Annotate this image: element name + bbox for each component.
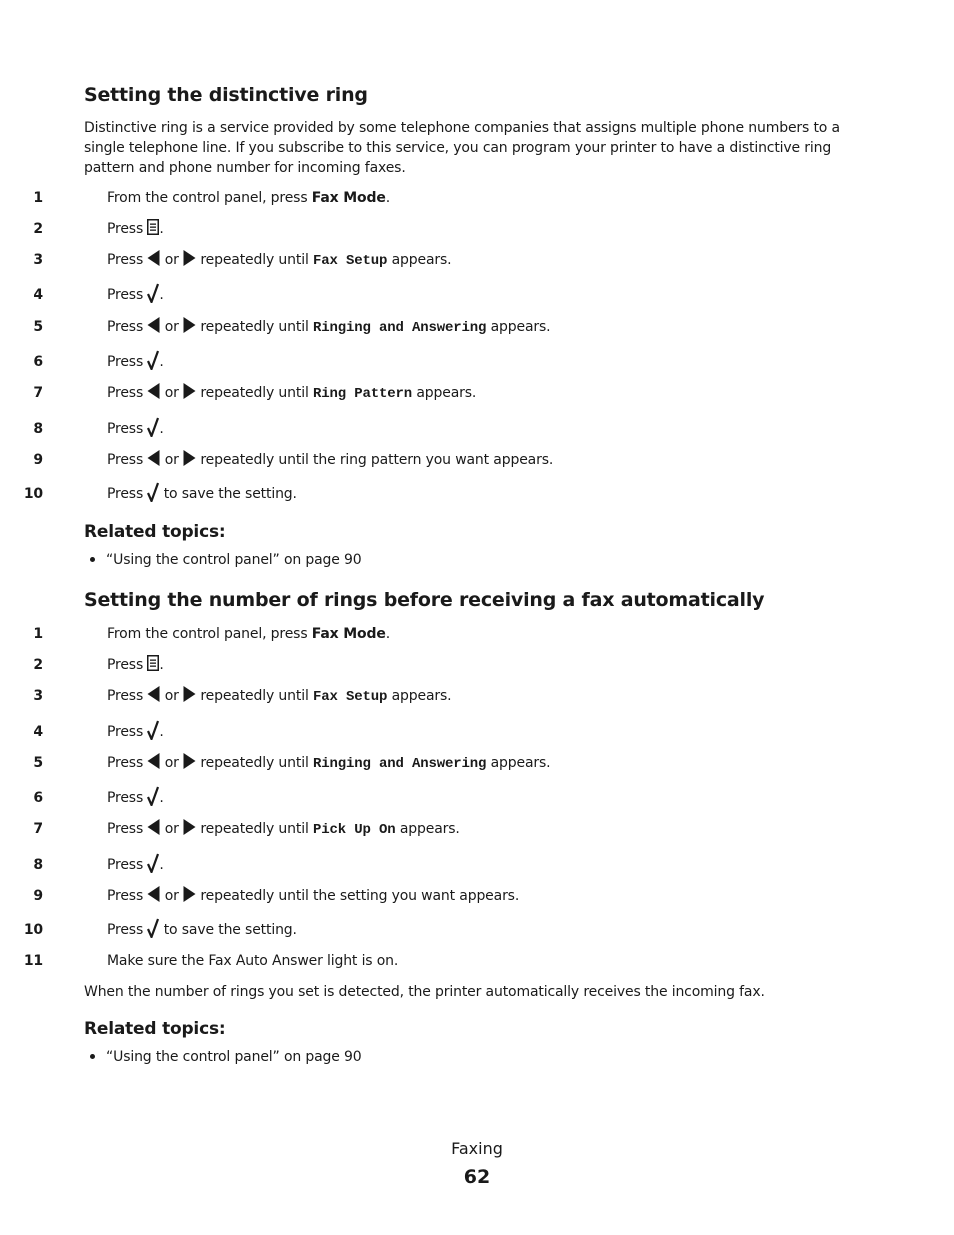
step-2 <box>0 217 900 241</box>
step-text-part: or <box>160 452 184 468</box>
step-1 <box>0 622 900 646</box>
left-arrow-icon <box>147 886 160 902</box>
step-text-part: Press <box>107 724 148 740</box>
step-text <box>107 884 519 908</box>
step-text-part: repeatedly until <box>196 821 314 837</box>
step-text-part: Press <box>107 452 148 468</box>
related-topic-link[interactable]: “Using the control panel” on page 90 <box>106 552 362 568</box>
checkmark-icon <box>147 417 159 437</box>
step-text-part: Press <box>107 354 148 370</box>
step-7 <box>0 817 900 841</box>
step-text-part: Press <box>107 922 148 938</box>
step-text-part: to save the setting. <box>159 486 297 502</box>
step-text <box>107 350 164 374</box>
step-text <box>107 684 451 709</box>
step-text-part: . <box>159 790 164 806</box>
step-text <box>107 751 550 776</box>
step-number: 7 <box>33 821 43 837</box>
step-text-part: repeatedly until <box>196 385 314 401</box>
step-number: 4 <box>33 724 43 740</box>
display-text: Pick Up On <box>313 822 396 838</box>
step-text-part: Press <box>107 857 148 873</box>
step-text <box>107 482 297 506</box>
step-text-part: appears. <box>412 385 477 401</box>
related-topic-item <box>90 1047 362 1067</box>
step-number: 2 <box>33 657 43 673</box>
step-5 <box>0 315 900 339</box>
step-3 <box>0 684 900 708</box>
step-text-part: repeatedly until the setting you want appears. <box>196 888 520 904</box>
step-number: 3 <box>33 252 43 268</box>
step-text-part: repeatedly until <box>196 755 314 771</box>
step-9 <box>0 448 900 472</box>
step-number: 6 <box>33 354 43 370</box>
step-number: 8 <box>33 857 43 873</box>
step-text-part: or <box>160 888 184 904</box>
right-arrow-icon <box>183 686 196 702</box>
section-title-rings-before-answer: Setting the number of rings before receiving a fax automatically <box>84 589 765 611</box>
right-arrow-icon <box>183 819 196 835</box>
step-text-part: . <box>159 287 164 303</box>
step-text-part: repeatedly until the ring pattern you want appears. <box>196 452 554 468</box>
closing-paragraph: When the number of rings you set is detected, the printer automatically receives the incoming fax. <box>84 984 765 1000</box>
checkmark-icon <box>147 283 159 303</box>
step-text <box>107 720 164 744</box>
step-text-part: . <box>159 657 164 673</box>
step-text-part: Press <box>107 287 148 303</box>
step-number: 7 <box>33 385 43 401</box>
step-text-part: or <box>160 252 184 268</box>
display-text: Ringing and Answering <box>313 756 487 772</box>
left-arrow-icon <box>147 819 160 835</box>
left-arrow-icon <box>147 753 160 769</box>
step-text-part: appears. <box>395 821 460 837</box>
step-text-part: Press <box>107 888 148 904</box>
step-number: 5 <box>33 755 43 771</box>
step-text-part: appears. <box>486 755 551 771</box>
related-topic-item <box>90 550 362 570</box>
step-text <box>107 918 297 942</box>
left-arrow-icon <box>147 317 160 333</box>
step-number: 8 <box>33 421 43 437</box>
step-4 <box>0 720 900 744</box>
step-text-part: . <box>159 221 164 237</box>
step-8 <box>0 853 900 877</box>
left-arrow-icon <box>147 250 160 266</box>
step-text <box>107 283 164 307</box>
step-text-part: Press <box>107 252 148 268</box>
step-text-part: Press <box>107 221 148 237</box>
step-text-part: Press <box>107 688 148 704</box>
step-text-part: . <box>385 626 391 642</box>
step-number: 9 <box>33 452 43 468</box>
step-text <box>107 381 476 406</box>
step-text-part: Press <box>107 319 148 335</box>
step-10 <box>0 918 900 942</box>
step-number: 2 <box>33 221 43 237</box>
step-text-part: Press <box>107 790 148 806</box>
step-text-part: Press <box>107 486 148 502</box>
related-topics-heading: Related topics: <box>84 1019 226 1039</box>
step-text-part: or <box>160 821 184 837</box>
step-9 <box>0 884 900 908</box>
section-title-distinctive-ring: Setting the distinctive ring <box>84 84 368 106</box>
step-text <box>107 186 390 210</box>
intro-paragraph: Distinctive ring is a service provided by some telephone companies that assigns multiple phone numbers to a single telephone line. If you subscribe to this service, you can program your printer to have a distinctive ring pattern and phone number for incoming faxes. <box>84 120 840 176</box>
right-arrow-icon <box>183 317 196 333</box>
step-text-part: Press <box>107 385 148 401</box>
step-number: 10 <box>23 486 43 502</box>
step-3 <box>0 248 900 272</box>
step-text-part: or <box>160 755 184 771</box>
step-text <box>107 653 164 677</box>
step-number: 9 <box>33 888 43 904</box>
step-text-part: appears. <box>486 319 551 335</box>
step-text-part: or <box>160 688 184 704</box>
left-arrow-icon <box>147 686 160 702</box>
step-number: 1 <box>33 626 43 642</box>
step-number: 10 <box>23 922 43 938</box>
step-text <box>107 448 553 472</box>
related-topic-link[interactable]: “Using the control panel” on page 90 <box>106 1049 362 1065</box>
step-number: 3 <box>33 688 43 704</box>
step-text-part: From the control panel, press <box>107 190 312 206</box>
right-arrow-icon <box>183 383 196 399</box>
step-text-part: Press <box>107 421 148 437</box>
right-arrow-icon <box>183 886 196 902</box>
display-text: Fax Setup <box>313 689 388 705</box>
step-text-part: Press <box>107 657 148 673</box>
step-text-part: . <box>159 724 164 740</box>
step-text-part: . <box>159 857 164 873</box>
step-text <box>107 217 164 241</box>
step-text <box>107 853 164 877</box>
display-text: Fax Setup <box>313 253 388 269</box>
display-text: Ringing and Answering <box>313 320 487 336</box>
step-bold-term: Fax Mode <box>311 190 386 206</box>
left-arrow-icon <box>147 383 160 399</box>
step-6 <box>0 350 900 374</box>
step-text-part: appears. <box>387 252 452 268</box>
right-arrow-icon <box>183 753 196 769</box>
step-11 <box>0 949 900 973</box>
bullet-icon <box>90 1054 95 1059</box>
step-text <box>107 315 550 340</box>
step-text-part: . <box>385 190 391 206</box>
step-text <box>107 248 451 273</box>
step-text <box>107 417 164 441</box>
display-text: Ring Pattern <box>313 386 413 402</box>
step-text-part: Press <box>107 755 148 771</box>
step-number: 4 <box>33 287 43 303</box>
related-topics-heading: Related topics: <box>84 522 226 542</box>
step-7 <box>0 381 900 405</box>
step-text <box>107 786 164 810</box>
step-text-part: repeatedly until <box>196 688 314 704</box>
step-number: 5 <box>33 319 43 335</box>
step-10 <box>0 482 900 506</box>
step-8 <box>0 417 900 441</box>
footer-section-label: Faxing <box>451 1139 503 1158</box>
right-arrow-icon <box>183 250 196 266</box>
step-text-part: or <box>160 385 184 401</box>
step-1 <box>0 186 900 210</box>
checkmark-icon <box>147 853 159 873</box>
step-text-part: appears. <box>387 688 452 704</box>
checkmark-icon <box>147 918 159 938</box>
step-text-part: Press <box>107 821 148 837</box>
menu-icon <box>147 655 159 671</box>
step-text <box>107 817 460 842</box>
step-4 <box>0 283 900 307</box>
step-5 <box>0 751 900 775</box>
step-2 <box>0 653 900 677</box>
step-text: Make sure the Fax Auto Answer light is on. <box>107 953 399 969</box>
checkmark-icon <box>147 720 159 740</box>
step-text-part: . <box>159 421 164 437</box>
step-bold-term: Fax Mode <box>311 626 386 642</box>
checkmark-icon <box>147 786 159 806</box>
checkmark-icon <box>147 350 159 370</box>
step-text-part: to save the setting. <box>159 922 297 938</box>
step-6 <box>0 786 900 810</box>
step-text <box>107 622 390 646</box>
step-text-part: repeatedly until <box>196 319 314 335</box>
checkmark-icon <box>147 482 159 502</box>
step-number: 11 <box>23 953 43 969</box>
step-text-part: or <box>160 319 184 335</box>
right-arrow-icon <box>183 450 196 466</box>
step-text-part: From the control panel, press <box>107 626 312 642</box>
page-number: 62 <box>463 1166 491 1188</box>
step-text-part: . <box>159 354 164 370</box>
left-arrow-icon <box>147 450 160 466</box>
step-number: 1 <box>33 190 43 206</box>
bullet-icon <box>90 557 95 562</box>
menu-icon <box>147 219 159 235</box>
step-text-part: repeatedly until <box>196 252 314 268</box>
step-number: 6 <box>33 790 43 806</box>
